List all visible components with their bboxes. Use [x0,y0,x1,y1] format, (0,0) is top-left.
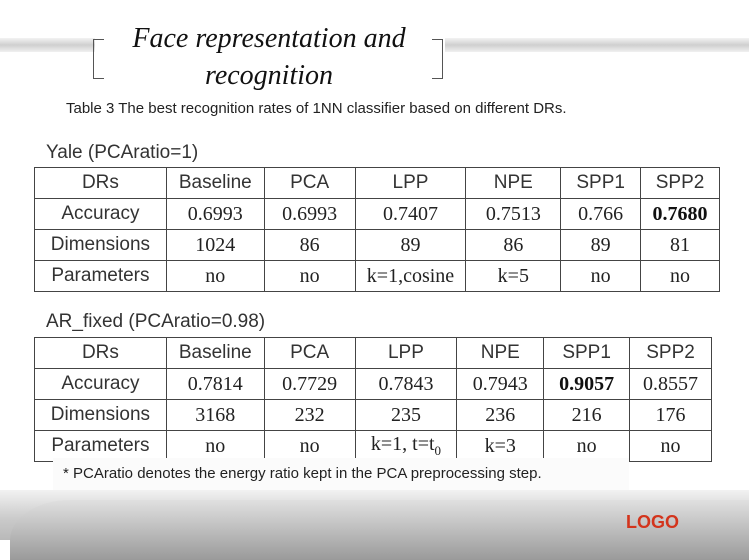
row-label: Accuracy [35,369,167,400]
table-cell: no [166,431,264,462]
table-cell: 0.7943 [457,369,544,400]
table-cell: 176 [630,400,712,431]
slide-title-line-1: Face representation and [132,23,406,54]
header-cell: DRs [35,168,167,199]
table-row [35,400,712,431]
lpp-parameter-text: k=1, t=t [370,433,435,455]
table-row [35,230,720,261]
table-cell: 0.6993 [264,199,355,230]
table-cell: 1024 [166,230,264,261]
table-cell: no [641,261,720,292]
header-cell: SPP2 [630,338,712,369]
logo: LOGO [626,512,679,532]
table-cell: 0.7729 [264,369,355,400]
table-cell: no [264,431,355,462]
table-row [35,199,720,230]
table-cell: 0.7843 [355,369,457,400]
table-header-row [35,168,720,199]
header-decoration-left [0,38,95,52]
table-cell: k=1,cosine [355,261,466,292]
table-cell: no [561,261,641,292]
table-cell: no [166,261,264,292]
yale-heading: Yale (PCAratio=1) [46,142,199,163]
table-caption: Table 3 The best recognition rates of 1NN classifier based on different DRs. [66,100,567,117]
table-cell: 0.8557 [630,369,712,400]
table-cell: 89 [355,230,466,261]
table-cell: k=5 [466,261,561,292]
table-cell: 3168 [166,400,264,431]
table-cell: no [544,431,630,462]
slide-title-line-2: recognition [204,60,334,91]
lpp-parameter-subscript: 0 [434,443,442,458]
header-cell: PCA [264,338,355,369]
ar-fixed-heading: AR_fixed (PCAratio=0.98) [46,311,266,332]
row-label: Accuracy [35,199,167,230]
header-cell: NPE [466,168,561,199]
best-accuracy-cell: 0.7680 [641,199,720,230]
table-cell: 0.766 [561,199,641,230]
header-cell: PCA [264,168,355,199]
ar-fixed-table [34,337,712,462]
table-cell: 89 [561,230,641,261]
table-cell: 0.7407 [355,199,466,230]
header-cell: Baseline [166,168,264,199]
table-header-row [35,338,712,369]
header-cell: DRs [35,338,167,369]
row-label: Parameters [35,261,167,292]
table-row [35,261,720,292]
footnote: * PCAratio denotes the energy ratio kept in the PCA preprocessing step. [53,458,629,494]
header-decoration-right [445,38,749,52]
header-cell: SPP1 [561,168,641,199]
header-cell: SPP2 [641,168,720,199]
table-cell: 81 [641,230,720,261]
table-cell: 232 [264,400,355,431]
yale-table [34,167,720,292]
table-cell: 0.6993 [166,199,264,230]
table-row [35,369,712,400]
table-cell: 235 [355,400,457,431]
header-cell: LPP [355,168,466,199]
table-cell: 86 [264,230,355,261]
table-cell: 216 [544,400,630,431]
table-cell: 86 [466,230,561,261]
table-cell: 236 [457,400,544,431]
row-label: Dimensions [35,230,167,261]
best-accuracy-cell: 0.9057 [544,369,630,400]
table-cell: no [630,431,712,462]
table-cell: no [264,261,355,292]
header-cell: LPP [355,338,457,369]
table-row [35,431,712,462]
lpp-parameter-cell [355,431,457,462]
row-label: Parameters [35,431,167,462]
table-cell: 0.7513 [466,199,561,230]
slide-title [95,20,443,94]
table-cell: 0.7814 [166,369,264,400]
header-cell: Baseline [166,338,264,369]
table-cell: k=3 [457,431,544,462]
header-cell: SPP1 [544,338,630,369]
header-cell: NPE [457,338,544,369]
row-label: Dimensions [35,400,167,431]
